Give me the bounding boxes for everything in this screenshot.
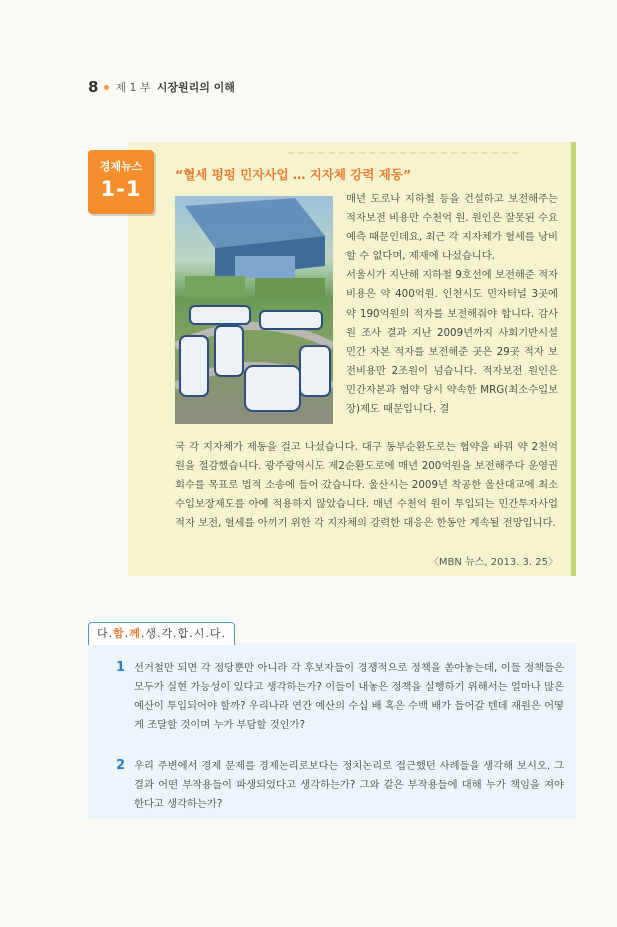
part-label: 제 1 부 bbox=[115, 81, 151, 94]
tab-text-2: 함 bbox=[113, 627, 125, 640]
page-header bbox=[88, 78, 235, 96]
question-text: 우리 주변에서 경제 문제를 경제논리로보다는 정치논리로 접근했던 사례들을 생각해 보시오. 그 결과 어떤 부작용들이 파생되었다고 생각하는가? 그와 같은 부작용들에 대해 누가 책임을 져야 한다고 생각하는가? bbox=[134, 760, 564, 811]
think-together-tab bbox=[88, 622, 235, 645]
news-headline: “혈세 펑펑 민자사업 … 지자체 강력 제동” bbox=[175, 167, 412, 182]
page-number: 8 bbox=[88, 78, 99, 96]
question-text: 선거철만 되면 각 정당뿐만 아니라 각 후보자들이 경쟁적으로 정책을 쏟아놓는데, 이들 정책들은 모두가 실현 가능성이 있다고 생각하는가? 이들이 내놓은 정책을 실행하기 위해서는 얼마나 많은 예산이 투입되어야 할까? 우리나라 연간 예산의 수십 배 혹은 수백 배가 들어갈 텐데 재원은 어떻게 조달할 것이며 누가 부담할 것인가? bbox=[134, 662, 564, 732]
question-1 bbox=[116, 659, 564, 735]
question-number: 1 bbox=[116, 660, 126, 675]
news-badge-label: 경제뉴스 bbox=[99, 160, 143, 173]
question-number: 2 bbox=[116, 758, 126, 773]
news-body-full: 국 각 지자체가 제동을 걸고 나섰습니다. 대구 동부순환도로는 협약을 바꿔 약 2천억원을 절감했습니다. 광주광역시도 제2순환도로에 매년 200억원을 보전해주다 운영권 회수를 목표로 법적 소송에 들어 갔습니다. 울산시는 2009년 착공한 울산대교에 최소 수입보장제도를 아예 적용하지 않았습니다. 매년 수천억 원이 투입되는 민간투자사업 적자 보전, 혈세를 아끼기 위한 각 지자체의 강력한 대응은 한동안 계속될 전망입니다. bbox=[175, 441, 558, 530]
bullet-dot-icon bbox=[104, 85, 109, 90]
subway-photo bbox=[175, 196, 333, 424]
subway-illustration bbox=[175, 196, 333, 424]
news-body-column bbox=[346, 190, 558, 419]
news-badge-number: 1-1 bbox=[100, 177, 142, 201]
chapter-title: 시장원리의 이해 bbox=[156, 81, 235, 94]
news-paragraph-2: 서울시가 지난해 지하철 9호선에 보전해준 적자비용은 약 400억원. 인천시도 민자터널 3곳에 약 190억원의 적자를 보전해줘야 합니다. 감사원 조사 결과 지난 2009년까지 사회기반시설 민간 자본 적자를 보전해준 곳은 29곳 적자 보전비용만 2조원이 넘습니다. 적자보전 원인은 민간자본과 협약 당시 약속한 MRG(최소수입보장)제도 때문입니다. 결 bbox=[346, 269, 558, 416]
tab-text-1: 다. bbox=[97, 627, 114, 640]
decorative-dash bbox=[288, 152, 518, 154]
tab-text-4: 께 bbox=[129, 627, 141, 640]
news-badge bbox=[88, 150, 154, 214]
tab-text-3: . bbox=[124, 627, 130, 640]
tab-text-5: .생.각.합.시.다. bbox=[140, 627, 227, 640]
question-2 bbox=[116, 757, 564, 814]
news-paragraph-1: 매년 도로나 지하철 등을 건설하고 보전해주는 적자보전 비용만 수천억 원. 원인은 잘못된 수요예측 때문인데요, 최근 각 지자체가 혈세를 낭비할 수 없다며, 제재에 나섰습니다. bbox=[346, 193, 558, 263]
news-source: 〈MBN 뉴스, 2013. 3. 25〉 bbox=[428, 557, 558, 568]
